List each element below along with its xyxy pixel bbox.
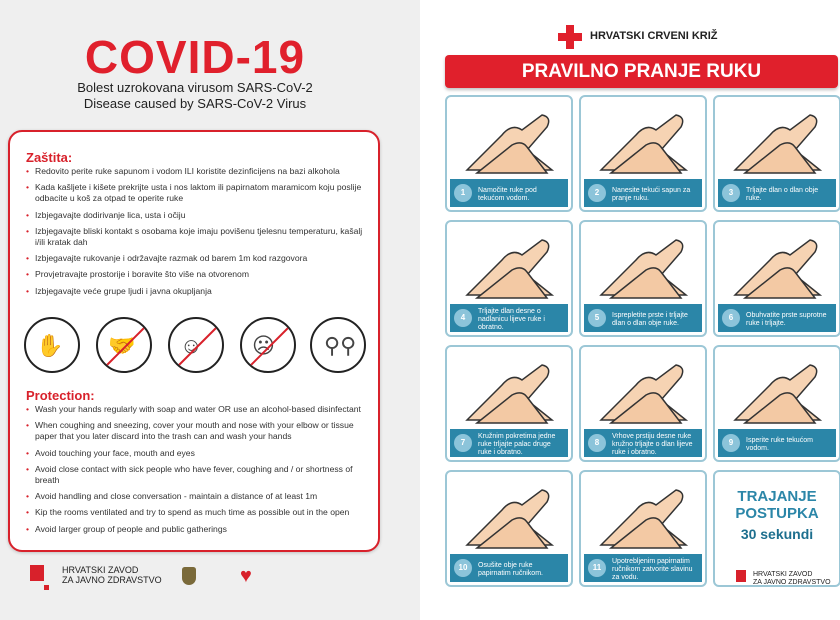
step-number: 7 (454, 434, 472, 452)
step-number: 1 (454, 184, 472, 202)
hands-illustration-icon (591, 480, 695, 550)
step-number: 4 (454, 309, 472, 327)
distance-icon: ⚲⚲ (310, 317, 366, 373)
step-card (579, 470, 707, 587)
step-number: 6 (722, 309, 740, 327)
prevention-icons (16, 317, 366, 375)
step-card (579, 345, 707, 462)
duration-box: TRAJANJE POSTUPKA 30 sekundi (713, 470, 840, 587)
crest-icon (182, 567, 196, 585)
list-item: • Izbjegavajte dodirivanje lica, usta i očiju (26, 210, 371, 221)
step-caption (450, 429, 568, 457)
hands-illustration-icon (591, 355, 695, 425)
en-heading: Protection: (26, 388, 95, 403)
no-sick-contact-icon: ☹ (240, 317, 296, 373)
step-card (579, 95, 707, 212)
step-card (713, 345, 840, 462)
hzjz-logo-icon (30, 565, 44, 581)
footer-logos (30, 563, 360, 593)
list-item: • Izbjegavajte rukovanje i održavajte razmak od barem 1m kod razgovora (26, 253, 371, 264)
step-text: Osušite obje ruke papirnatim ručnikom. (478, 561, 543, 577)
step-caption (450, 179, 568, 207)
step-card (445, 345, 573, 462)
hands-illustration-icon (457, 480, 561, 550)
org-name: HRVATSKI CRVENI KRIŽ (590, 30, 718, 42)
step-number: 5 (588, 309, 606, 327)
step-text: Isperite ruke tekućom vodom. (746, 436, 813, 452)
subtitle-hr: Bolest uzrokovana virusom SARS-CoV-2 (77, 80, 313, 95)
list-item: • Izbjegavajte bliski kontakt s osobama koje imaju povišenu tjelesnu temperaturu, kašalj i/ili kratak dah (26, 226, 371, 248)
step-text: Kružnim pokretima jedne ruke trljajte palac druge ruke i obratno. (478, 432, 556, 456)
list-item: • Redovito perite ruke sapunom i vodom ILI koristite dezinficijens na bazi alkohola (26, 166, 371, 177)
list-item: • Avoid handling and close conversation - maintain a distance of at least 1m (26, 491, 371, 502)
step-caption (584, 179, 702, 207)
step-text: Obuhvatite prste suprotne ruke i trljajte. (746, 311, 827, 327)
list-item: • Avoid close contact with sick people who have fever, coughing and / or shortness of breath (26, 464, 371, 486)
step-caption (718, 304, 836, 332)
step-text: Nanesite tekući sapun za pranje ruku. (612, 186, 691, 202)
hr-heading: Zaštita: (26, 150, 73, 165)
step-text: Upotrebljenim papirnatim ručnikom zatvorite slavinu za vodu. (612, 557, 693, 581)
step-number: 8 (588, 434, 606, 452)
list-item: • When coughing and sneezing, cover your mouth and nose with your elbow or tissue paper that you later discard into the trash can and wash your hands (26, 420, 371, 442)
subtitle-en: Disease caused by SARS-CoV-2 Virus (83, 96, 307, 111)
hands-illustration-icon (725, 105, 829, 175)
step-text: Isprepletite prste i trljajte dlan o dlan obje ruke. (612, 311, 688, 327)
step-caption (584, 429, 702, 457)
list-item: • Kada kašljete i kišete prekrijte usta i nos laktom ili papirnatom maramicom koju poslije odbacite u koš za otpad te operite ruke (26, 182, 371, 204)
no-handshake-icon: 🤝 (96, 317, 152, 373)
list-item: • Avoid larger group of people and public gatherings (26, 524, 371, 535)
step-caption (450, 304, 568, 332)
step-caption (718, 179, 836, 207)
step-text: Namočite ruke pod tekućom vodom. (478, 186, 537, 202)
banner-title: PRAVILNO PRANJE RUKU (445, 55, 838, 88)
step-card (579, 220, 707, 337)
en-list (26, 404, 371, 540)
no-face-touch-icon: ☺ (168, 317, 224, 373)
red-cross-icon (558, 25, 582, 49)
hands-illustration-icon (457, 230, 561, 300)
list-item: • Provjetravajte prostorije i boravite što više na otvorenom (26, 269, 371, 280)
step-text: Trljajte dlan o dlan obje ruke. (746, 186, 819, 202)
step-number: 10 (454, 559, 472, 577)
step-number: 11 (588, 559, 606, 577)
step-caption (450, 554, 568, 582)
step-text: Vrhove prstiju desne ruke kružno trljajte o dlan lijeve ruke i obratno. (612, 432, 693, 456)
list-item: • Izbjegavajte veće grupe ljudi i javna okupljanja (26, 286, 371, 297)
protection-box (8, 130, 380, 552)
handwash-icon: ✋ (24, 317, 80, 373)
step-text: Trljajte dlan desne o nadlanicu lijeve ruke i obratno. (478, 307, 545, 331)
hzjz-logo-text: HRVATSKI ZAVOD ZA JAVNO ZDRAVSTVO (753, 571, 831, 586)
hands-illustration-icon (457, 355, 561, 425)
step-card (713, 95, 840, 212)
hands-illustration-icon (457, 105, 561, 175)
step-number: 2 (588, 184, 606, 202)
hands-illustration-icon (725, 230, 829, 300)
list-item: • Wash your hands regularly with soap and water OR use an alcohol-based disinfectant (26, 404, 371, 415)
hands-illustration-icon (591, 105, 695, 175)
list-item: • Avoid touching your face, mouth and eyes (26, 448, 371, 459)
hr-list (26, 166, 371, 302)
hzjz-logo-icon (736, 570, 746, 582)
step-card (445, 220, 573, 337)
step-card (445, 470, 573, 587)
list-item: • Kip the rooms ventilated and try to spend as much time as possible out in the open (26, 507, 371, 518)
hands-illustration-icon (591, 230, 695, 300)
heart-logo-icon: ♥ (240, 565, 252, 587)
hzjz-logo-text: HRVATSKI ZAVOD ZA JAVNO ZDRAVSTVO (62, 565, 162, 585)
step-card (445, 95, 573, 212)
step-number: 3 (722, 184, 740, 202)
step-caption (584, 304, 702, 332)
step-caption (718, 429, 836, 457)
hands-illustration-icon (725, 355, 829, 425)
step-caption (584, 554, 702, 582)
poster-title: COVID-19 (84, 31, 306, 83)
step-number: 9 (722, 434, 740, 452)
step-card (713, 220, 840, 337)
handwash-poster (420, 0, 840, 620)
